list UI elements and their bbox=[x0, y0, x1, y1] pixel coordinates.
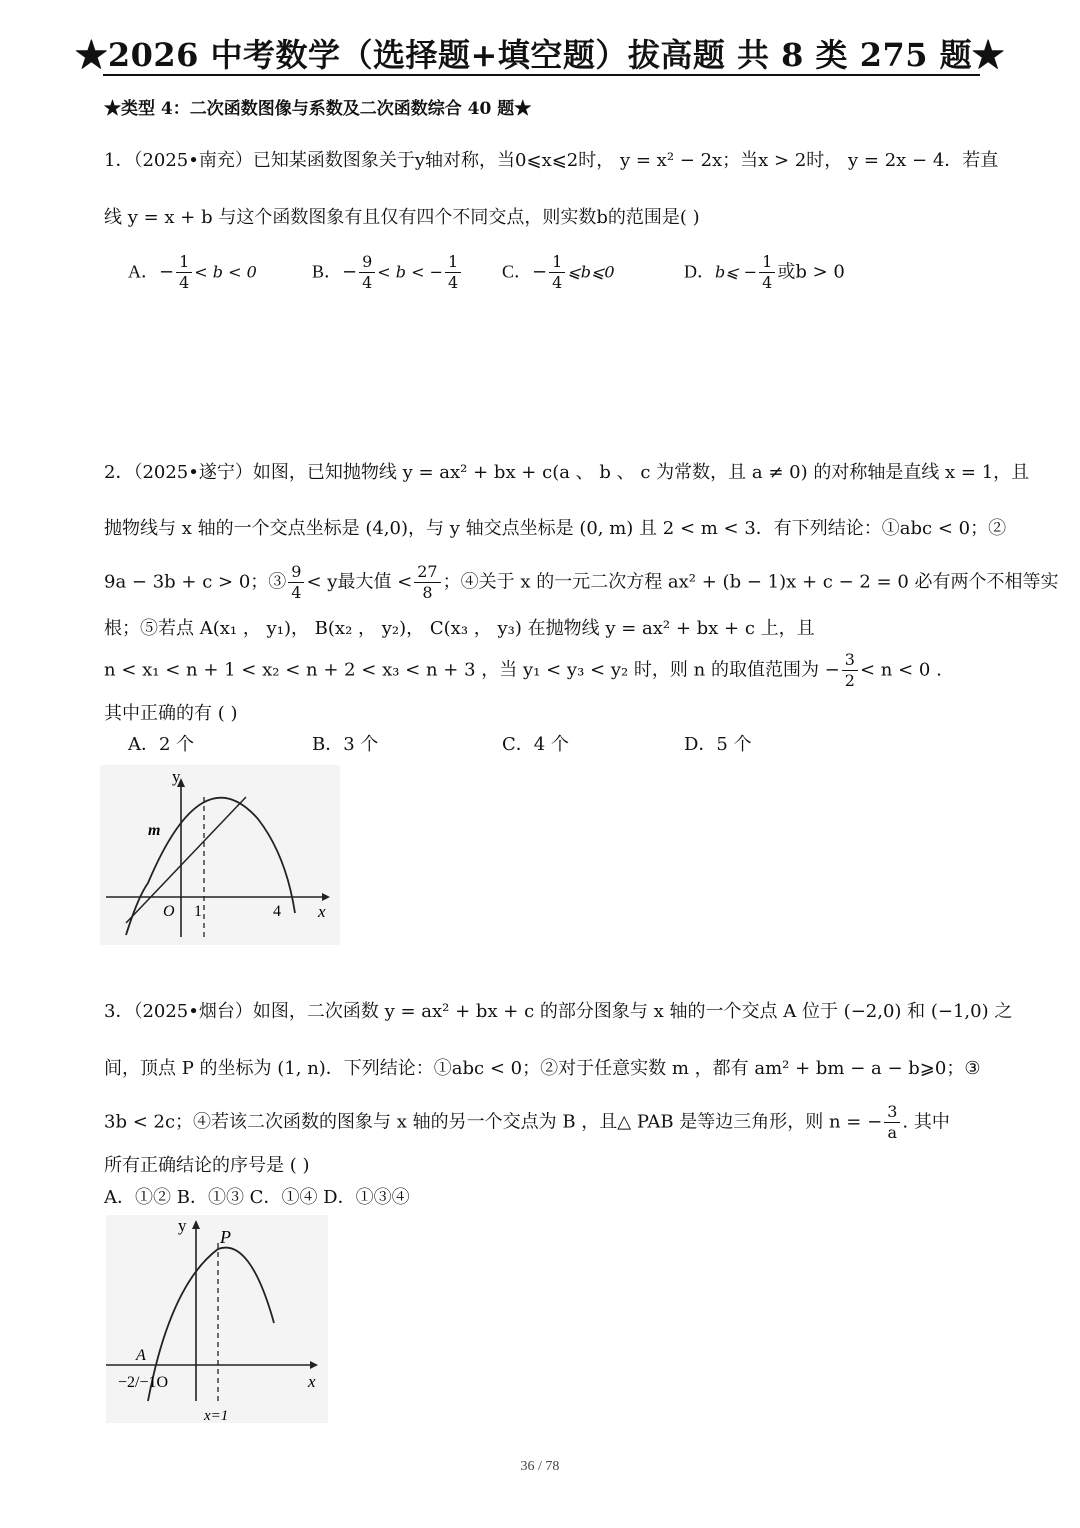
q1-option-b[interactable] bbox=[312, 252, 463, 293]
fraction bbox=[759, 252, 775, 293]
q2-parabola-figure bbox=[100, 765, 340, 945]
fraction bbox=[359, 252, 375, 293]
page-number: 36 / 78 bbox=[520, 1459, 560, 1474]
q2-line-1: 2．（2025•遂宁）如图，已知抛物线 y = ax² + bx + c(a 、 b 、 c 为常数，且 a ≠ 0) 的对称轴是直线 x = 1，且 bbox=[104, 462, 1030, 483]
y-label: y bbox=[178, 1216, 187, 1235]
option-label: B． bbox=[312, 261, 343, 282]
fraction bbox=[176, 252, 192, 293]
option-text: − bbox=[532, 261, 548, 283]
point-a-label: A bbox=[136, 1347, 146, 1364]
q2-option-c[interactable]: C．4 个 bbox=[502, 734, 569, 755]
fraction bbox=[842, 650, 858, 691]
page-title: ★2026 中考数学（选择题+填空题）拔高题 共 8 类 275 题★ bbox=[75, 36, 1005, 74]
denominator: a bbox=[887, 1123, 898, 1142]
q2-option-a[interactable]: A．2 个 bbox=[128, 734, 195, 755]
x-label: x bbox=[308, 1372, 316, 1391]
numerator: 9 bbox=[288, 562, 304, 583]
text: 9a − 3b + c > 0；③ bbox=[104, 571, 287, 593]
text: 3b < 2c；④若该二次函数的图象与 x 轴的另一个交点为 B ，且△ PAB 是等边三角形，则 n = − bbox=[104, 1111, 883, 1133]
numerator: 27 bbox=[414, 562, 440, 583]
fraction bbox=[884, 1102, 900, 1143]
section-heading: ★类型 4：二次函数图像与系数及二次函数综合 40 题★ bbox=[104, 99, 532, 119]
tick-labels: −2/−1O bbox=[118, 1374, 169, 1391]
numerator: 1 bbox=[759, 252, 775, 273]
denominator: 4 bbox=[362, 273, 373, 292]
option-label: C． bbox=[502, 261, 533, 282]
text: ；④关于 x 的一元二次方程 ax² + (b − 1)x + c − 2 = 0 必有两个不相等实 bbox=[442, 571, 1059, 593]
text: < y最大值 < bbox=[306, 571, 413, 593]
q3-line-3 bbox=[104, 1102, 950, 1143]
option-text: − bbox=[342, 261, 358, 283]
q1-option-d[interactable] bbox=[684, 252, 845, 293]
title-underline bbox=[103, 74, 980, 76]
numerator: 1 bbox=[549, 252, 565, 273]
q2-line-2: 抛物线与 x 轴的一个交点坐标是 (4,0)，与 y 轴交点坐标是 (0, m) 且 2 < m < 3．有下列结论：①abc < 0；② bbox=[104, 518, 1007, 539]
numerator: 9 bbox=[359, 252, 375, 273]
denominator: 4 bbox=[552, 273, 563, 292]
figure-background bbox=[100, 765, 340, 945]
q1-line-1: 1．（2025•南充）已知某函数图象关于y轴对称，当0⩽x⩽2时， y = x² − 2x；当x > 2时， y = 2x − 4．若直 bbox=[104, 150, 999, 171]
figure-background bbox=[106, 1215, 328, 1423]
option-text: ⩽b⩽0 bbox=[567, 262, 615, 282]
text: . 其中 bbox=[902, 1111, 950, 1133]
denominator: 4 bbox=[179, 273, 190, 292]
numerator: 1 bbox=[445, 252, 461, 273]
m-label: m bbox=[148, 822, 161, 839]
numerator: 1 bbox=[176, 252, 192, 273]
q3-line-2: 间，顶点 P 的坐标为 (1, n)．下列结论：①abc < 0；②对于任意实数 m ，都有 am² + bm − a − b⩾0；③ bbox=[104, 1058, 981, 1079]
option-text: 或b > 0 bbox=[777, 261, 845, 283]
denominator: 2 bbox=[844, 671, 855, 690]
q1-option-a[interactable] bbox=[128, 252, 257, 293]
fraction bbox=[414, 562, 440, 603]
q3-line-4: 所有正确结论的序号是 ( ) bbox=[104, 1155, 310, 1176]
numerator: 3 bbox=[842, 650, 858, 671]
denominator: 4 bbox=[762, 273, 773, 292]
option-text: < b < 0 bbox=[194, 262, 257, 282]
q2-line-3 bbox=[104, 562, 1059, 603]
fraction bbox=[288, 562, 304, 603]
option-text: < b < − bbox=[377, 262, 444, 282]
denominator: 8 bbox=[422, 583, 433, 602]
fraction bbox=[445, 252, 461, 293]
numerator: 3 bbox=[884, 1102, 900, 1123]
option-text: − bbox=[159, 261, 175, 283]
text: < n < 0 . bbox=[859, 659, 942, 681]
q3-options[interactable]: A．①② B．①③ C．①④ D．①③④ bbox=[104, 1187, 410, 1208]
q2-line-6: 其中正确的有 ( ) bbox=[104, 703, 238, 724]
tick-label-4: 4 bbox=[273, 903, 281, 920]
q2-line-5 bbox=[104, 650, 942, 691]
tick-label-1: 1 bbox=[194, 903, 202, 920]
q1-option-c[interactable] bbox=[502, 252, 615, 293]
origin-label: O bbox=[163, 903, 175, 920]
denominator: 4 bbox=[448, 273, 459, 292]
x-label: x bbox=[318, 902, 326, 921]
vertex-p-label: P bbox=[220, 1227, 231, 1247]
q2-option-b[interactable]: B．3 个 bbox=[312, 734, 379, 755]
y-label: y bbox=[172, 767, 181, 786]
option-text: b⩽ − bbox=[715, 262, 758, 282]
q2-line-4: 根；⑤若点 A(x₁ ， y₁)， B(x₂ ， y₂)， C(x₃ ， y₃) 在抛物线 y = ax² + bx + c 上，且 bbox=[104, 618, 815, 639]
symmetry-axis-label: x=1 bbox=[204, 1408, 229, 1424]
option-label: A． bbox=[128, 261, 159, 282]
fraction bbox=[549, 252, 565, 293]
text: n < x₁ < n + 1 < x₂ < n + 2 < x₃ < n + 3 ，当 y₁ < y₃ < y₂ 时，则 n 的取值范围为 − bbox=[104, 659, 840, 681]
option-label: D． bbox=[684, 261, 715, 282]
q3-parabola-figure bbox=[100, 1215, 330, 1430]
q2-option-d[interactable]: D．5 个 bbox=[684, 734, 752, 755]
q1-line-2: 线 y = x + b 与这个函数图象有且仅有四个不同交点，则实数b的范围是( ) bbox=[104, 207, 700, 228]
q3-line-1: 3．（2025•烟台）如图，二次函数 y = ax² + bx + c 的部分图象与 x 轴的一个交点 A 位于 (−2,0) 和 (−1,0) 之 bbox=[104, 1001, 1013, 1022]
denominator: 4 bbox=[291, 583, 302, 602]
